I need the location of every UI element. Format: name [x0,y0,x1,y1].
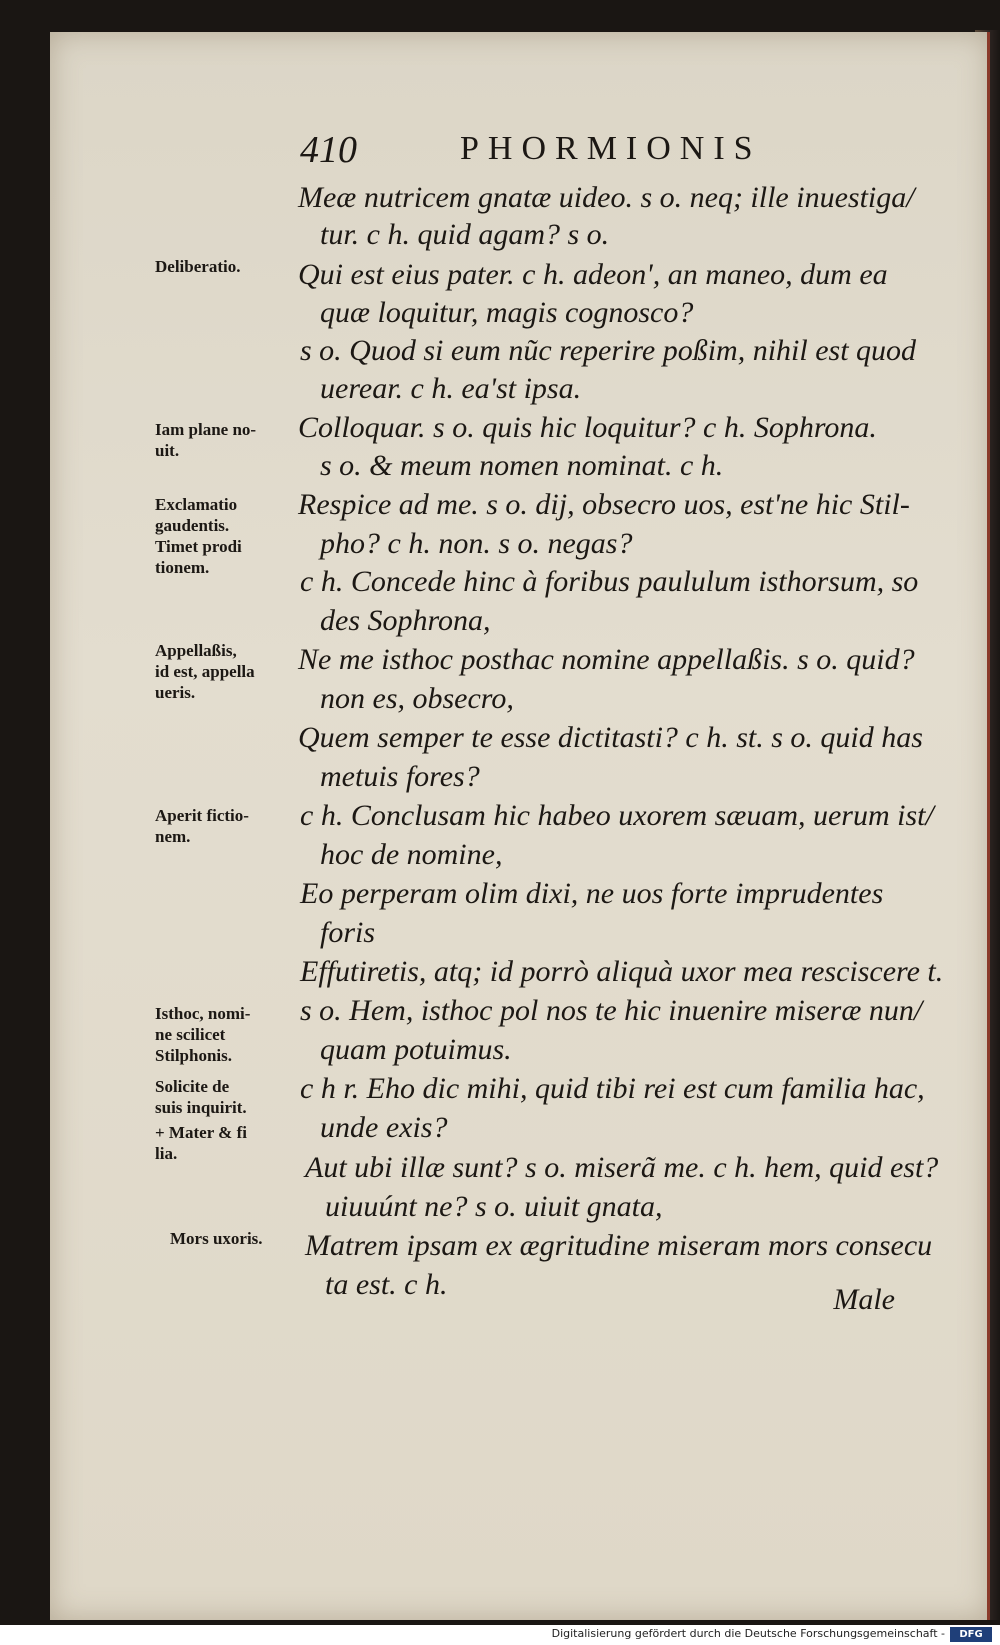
text-line: tur. c h. quid agam? s o. [320,218,610,251]
marginal-note [155,1003,305,1066]
text-line: hoc de nomine, [320,838,503,871]
catchword: Male [833,1283,895,1316]
marginal-note [155,419,305,461]
text-line: s o. Quod si eum nũc reperire poßim, nihil est quod [300,334,917,367]
marginal-note-line: Aperit fictio- [155,806,249,825]
text-line: non es, obsecro, [320,682,514,715]
text-line: Respice ad me. s o. dij, obsecro uos, est'ne hic Stil- [298,488,910,521]
marginal-note-line: Mors uxoris. [170,1229,263,1248]
text-line: Meæ nutricem gnatæ uideo. s o. neq; ille inuestiga/ [298,181,915,214]
text-line: foris [320,916,376,949]
footer-credit: Digitalisierung gefördert durch die Deutsche Forschungsgemeinschaft - [551,1627,945,1640]
marginal-note-line: Exclamatio [155,495,238,514]
text-line: uiuuúnt ne? s o. uiuit gnata, [325,1190,663,1223]
marginal-note-line: gaudentis. [155,516,230,535]
marginal-note-line: Solicite de [155,1077,230,1096]
marginal-note [155,494,305,578]
text-line: ta est. c h. [325,1268,448,1301]
text-line: des Sophrona, [320,604,491,637]
running-title: PHORMIONIS [460,130,762,167]
marginal-note [155,1076,305,1118]
marginal-note-line: uit. [155,441,180,460]
text-line: Colloquar. s o. quis hic loquitur? c h. Sophrona. [298,411,877,444]
text-line: c h. Concede hinc à foribus paululum isthorsum, so [300,565,919,598]
footer-bar [0,1625,1000,1645]
text-line: quæ loquitur, magis cognosco? [320,296,694,329]
text-line: s o. Hem, isthoc pol nos te hic inuenire miseræ nun/ [300,994,923,1027]
marginal-note-line: suis inquirit. [155,1098,247,1117]
marginal-note-line: id est, appella [155,662,255,681]
text-line: Eo perperam olim dixi, ne uos forte imprudentes [300,877,884,910]
marginal-note-line: + Mater & fi [155,1123,247,1142]
marginal-note-line: Appellaßis, [155,641,237,660]
page-number: 410 [300,129,357,171]
marginal-note-line: Timet prodi [155,537,242,556]
text-line: c h. Conclusam hic habeo uxorem sæuam, uerum ist/ [300,799,934,832]
marginal-note-line: Deliberatio. [155,257,241,276]
text-line: uerear. c h. ea'st ipsa. [320,372,582,405]
text-line: Quem semper te esse dictitasti? c h. st. s o. quid has [298,721,923,754]
marginal-note-line: Iam plane no- [155,420,257,439]
marginal-note-line: nem. [155,827,191,846]
dfg-logo: DFG [950,1627,992,1642]
text-line: s o. & meum nomen nominat. c h. [320,449,724,482]
marginal-note-line: tionem. [155,558,210,577]
marginal-note [155,805,305,847]
text-line: Effutiretis, atq; id porrò aliquà uxor mea resciscere t. [300,955,944,988]
marginal-note-line: lia. [155,1144,178,1163]
text-line: Qui est eius pater. c h. adeon', an maneo, dum ea [298,258,888,291]
text-line: c h r. Eho dic mihi, quid tibi rei est cum familia hac, [300,1072,925,1105]
text-line: unde exis? [320,1111,448,1144]
text-line: metuis fores? [320,760,480,793]
marginal-note-line: Stilphonis. [155,1046,233,1065]
text-line: quam potuimus. [320,1033,512,1066]
marginal-note [155,1122,305,1164]
text-line: Ne me isthoc posthac nomine appellaßis. s o. quid? [298,643,915,676]
page-header [300,128,840,174]
text-line: Aut ubi illæ sunt? s o. miserã me. c h. hem, quid est? [305,1151,939,1184]
marginal-note-line: Isthoc, nomi- [155,1004,251,1023]
text-line: pho? c h. non. s o. negas? [320,527,633,560]
marginal-note [155,640,305,703]
marginal-note [155,256,305,277]
marginal-note-line: ueris. [155,683,196,702]
text-line: Matrem ipsam ex ægritudine miseram mors consecu [305,1229,933,1262]
marginal-note [170,1228,320,1249]
marginal-note-line: ne scilicet [155,1025,226,1044]
